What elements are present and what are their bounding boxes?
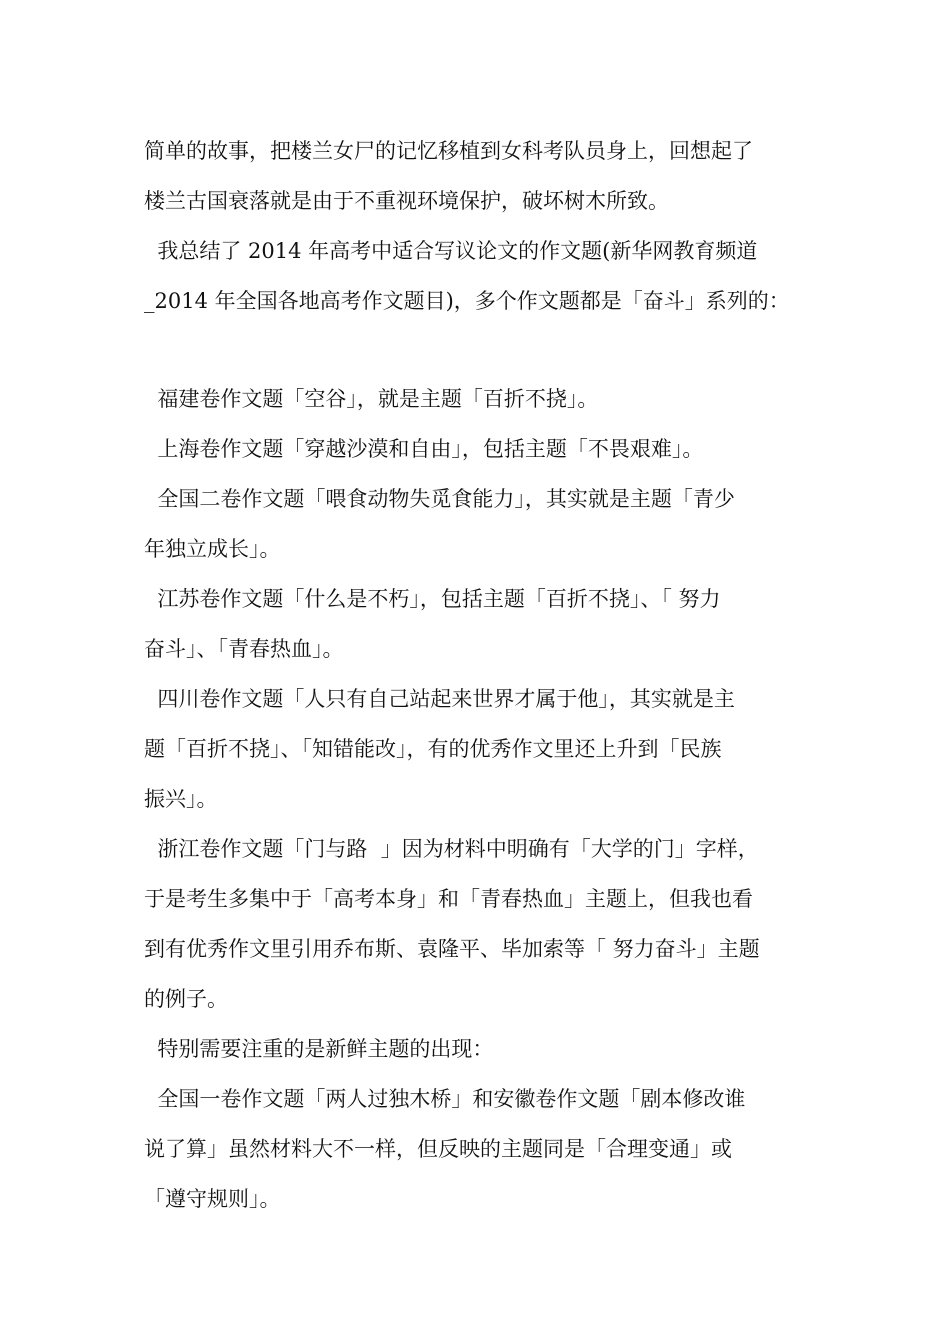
- text-line: 说了算」虽然材料大不一样，但反映的主题同是「合理变通」或: [144, 1137, 732, 1161]
- text-line: 江苏卷作文题「什么是不朽」，包括主题「百折不挠」、「 努力: [144, 587, 721, 611]
- text-line: 到有优秀作文里引用乔布斯、袁隆平、毕加索等「 努力奋斗」主题: [144, 937, 760, 961]
- text-line: 的例子。: [144, 987, 228, 1011]
- text-line: 于是考生多集中于「高考本身」和「青春热血」主题上，但我也看: [144, 887, 753, 911]
- text-line: 福建卷作文题「空谷」，就是主题「百折不挠」。: [144, 387, 599, 411]
- text-line: 全国一卷作文题「两人过独木桥」和安徽卷作文题「剧本修改谁: [144, 1087, 746, 1111]
- text-line: 上海卷作文题「穿越沙漠和自由」，包括主题「不畏艰难」。: [144, 437, 704, 461]
- text-line: 我总结了 2014 年高考中适合写议论文的作文题(新华网教育频道: [144, 239, 758, 263]
- text-line: 简单的故事，把楼兰女尸的记忆移植到女科考队员身上，回想起了: [144, 139, 753, 163]
- text-line: 振兴」。: [144, 787, 218, 811]
- text-line: 奋斗」、「青春热血」。: [144, 637, 344, 661]
- text-line: 楼兰古国衰落就是由于不重视环境保护，破坏树木所致。: [144, 189, 669, 213]
- text-line: _2014 年全国各地高考作文题目)，多个作文题都是「奋斗」系列的：: [144, 289, 790, 313]
- text-line: 年独立成长」。: [144, 537, 281, 561]
- text-line: 全国二卷作文题「喂食动物失觅食能力」，其实就是主题「青少: [144, 487, 735, 511]
- text-line: 「遵守规则」。: [144, 1187, 281, 1211]
- text-line: 浙江卷作文题「门与路 」因为材料中明确有「大学的门」字样，: [144, 837, 759, 861]
- text-line: 特别需要注重的是新鲜主题的出现：: [144, 1037, 494, 1061]
- text-line: 四川卷作文题「人只有自己站起来世界才属于他」，其实就是主: [144, 687, 735, 711]
- text-line: 题「百折不挠」、「知错能改」，有的优秀作文里还上升到「民族: [144, 737, 722, 761]
